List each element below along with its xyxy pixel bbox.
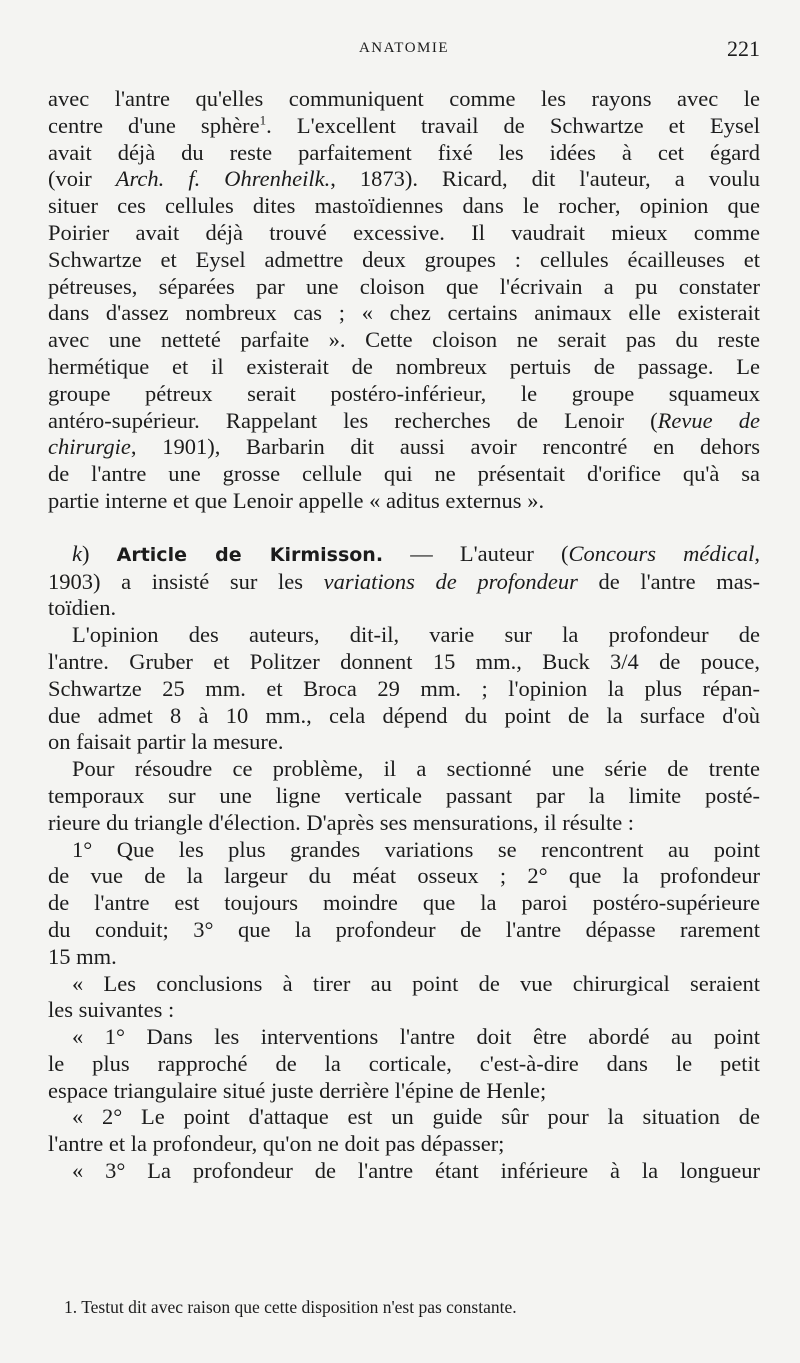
text-line: toïdien. [48,595,117,621]
text-line: Pour résoudre ce problème, il a sectionné une série de trente [72,756,760,782]
text-line: pétreuses, séparées par une cloison que l'écrivain a pu constater [48,273,760,299]
text-line: Poirier avait déjà trouvé excessive. Il vaudrait mieux comme [48,219,760,245]
text-line: dans d'assez nombreux cas ; « chez certains animaux elle existerait [48,300,760,326]
text-line: avec une netteté parfaite ». Cette cloison ne serait pas du reste [48,327,760,353]
text-line: chirurgie, 1901), Barbarin dit aussi avoir rencontré en dehors [48,434,760,460]
text-line: « Les conclusions à tirer au point de vue chirurgical seraient [72,970,760,996]
text-line: de vue de la largeur du méat osseux ; 2° que la profondeur [48,863,760,889]
footnote-text: Testut dit avec raison que cette disposition n'est pas constante. [81,1297,517,1317]
text-line: antéro-supérieur. Rappelant les recherches de Lenoir (Revue de [48,407,760,433]
text-line: du conduit; 3° que la profondeur de l'antre dépasse rarement [48,916,760,942]
text-line: l'antre. Gruber et Politzer donnent 15 mm., Buck 3/4 de pouce, [48,648,760,674]
page-header [48,36,760,66]
text-line: partie interne et que Lenoir appelle « aditus externus ». [48,487,545,513]
section-heading: Article de Kirmisson. [116,543,384,566]
text-line: espace triangulaire situé juste derrière l'épine de Henle; [48,1077,547,1103]
text-line: 1° Que les plus grandes variations se rencontrent au point [72,836,760,862]
text-line: 15 mm. [48,943,117,969]
text-line: on faisait partir la mesure. [48,729,284,755]
footnote-reference: 1 [259,112,267,128]
text-line: Schwartze 25 mm. et Broca 29 mm. ; l'opinion la plus répan- [48,675,760,701]
text-line: de l'antre une grosse cellule qui ne présentait d'orifice qu'à sa [48,461,760,487]
text-line: avec l'antre qu'elles communiquent comme les rayons avec le [48,86,760,111]
footnote [64,1296,764,1318]
text-line: temporaux sur une ligne verticale passant par la limite posté- [48,782,760,808]
text-line: (voir Arch. f. Ohrenheilk., 1873). Ricard, dit l'auteur, a voulu [48,166,760,192]
text-line: le plus rapproché de la corticale, c'est-à-dire dans le petit [48,1050,760,1076]
italic-text: k [72,540,82,566]
footnote-marker: 1. [64,1297,78,1317]
text-line: hermétique et il existerait de nombreux pertuis de passage. Le [48,353,760,379]
italic-text: Revue de [657,407,760,433]
text-line: de l'antre est toujours moindre que la paroi postéro-supérieure [48,890,760,916]
text-line: Schwartze et Eysel admettre deux groupes : cellules écailleuses et [48,246,760,272]
italic-text: chirurgie [48,434,131,460]
paragraph-gap [48,515,760,541]
page-number: 221 [727,36,760,61]
text-line: due admet 8 à 10 mm., cela dépend du point de la surface d'où [48,702,760,728]
text-line: avait déjà du reste parfaitement fixé les idées à cet égard [48,139,760,165]
text-line: situer ces cellules dites mastoïdiennes dans le rocher, opinion que [48,193,760,219]
italic-text: Concours médical [568,540,755,566]
text-line: « 3° La profondeur de l'antre étant inférieure à la longueur [72,1158,760,1184]
text-line: 1903) a insisté sur les variations de profondeur de l'antre mas- [48,568,760,594]
body-text [48,86,760,1185]
running-title: ANATOMIE [358,40,450,56]
text-line: rieure du triangle d'élection. D'après ses mensurations, il résulte : [48,809,635,835]
italic-text: variations de profondeur [323,568,578,594]
italic-text: Arch. f. Ohrenheilk. [115,166,331,192]
text-line: L'opinion des auteurs, dit-il, varie sur la profondeur de [72,622,760,648]
text-line: centre d'une sphère$^1$. L'excellent travail de Schwartze et Eysel [48,112,761,138]
text-line: « 1° Dans les interventions l'antre doit être abordé au point [72,1024,760,1050]
text-line: k) Article de Kirmisson. — L'auteur (Concours médical, [72,540,760,566]
text-line: l'antre et la profondeur, qu'on ne doit pas dépasser; [48,1131,505,1157]
text-line: groupe pétreux serait postéro-inférieur, le groupe squameux [48,380,760,406]
text-line: les suivantes : [48,997,175,1023]
text-line: « 2° Le point d'attaque est un guide sûr pour la situation de [72,1104,760,1130]
